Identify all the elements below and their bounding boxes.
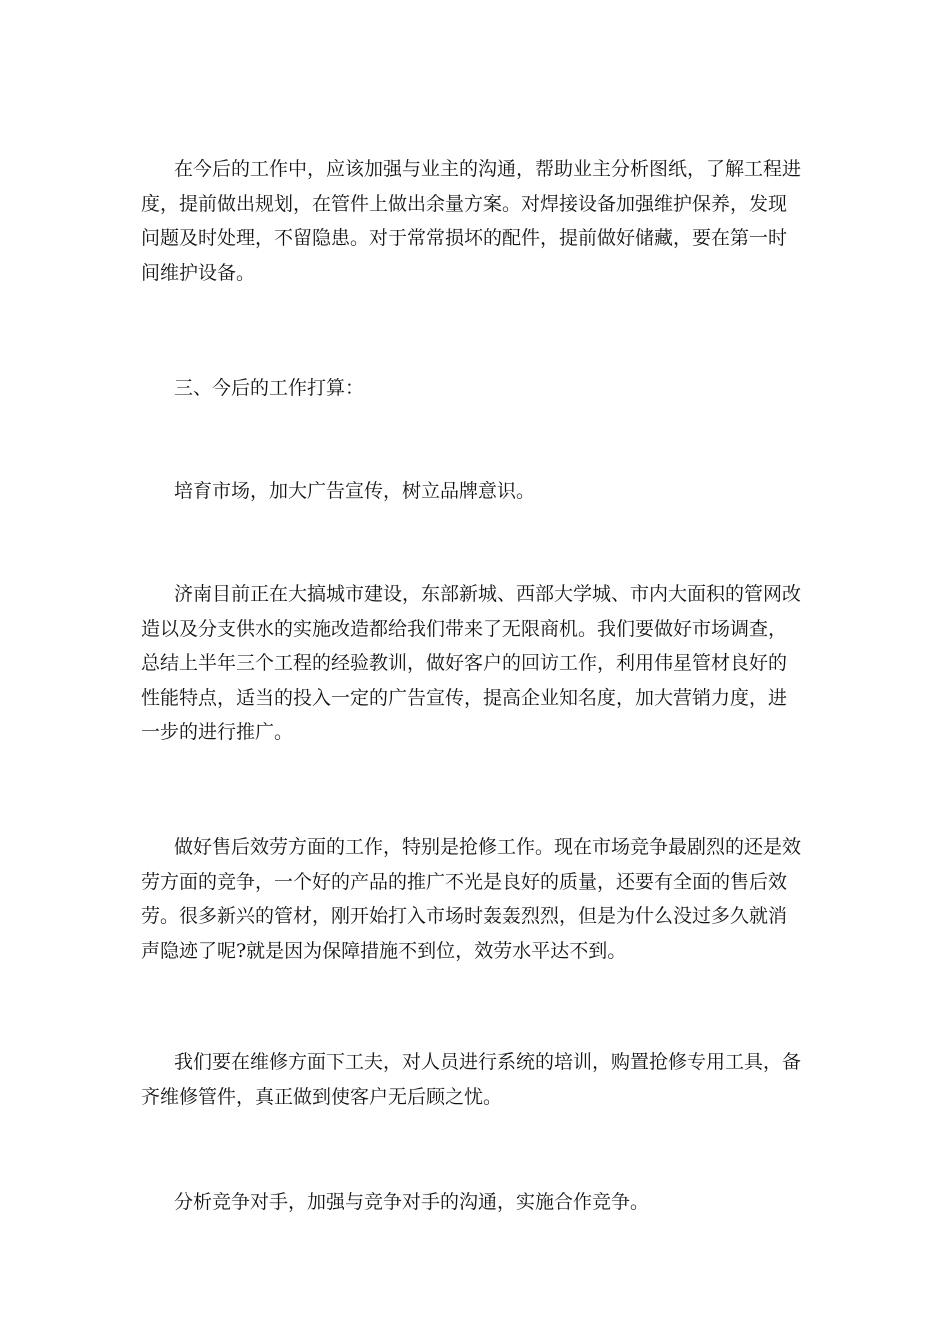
text-line: 齐维修管件，真正做到使客户无后顾之忧。 bbox=[141, 1085, 503, 1108]
paragraph-market bbox=[141, 474, 811, 509]
text-line: 造以及分支供水的实施改造都给我们带来了无限商机。我们要做好市场调查， bbox=[141, 617, 788, 640]
text-line: 间维护设备。 bbox=[141, 261, 256, 284]
text-line: 分析竞争对手，加强与竞争对手的沟通，实施合作竞争。 bbox=[174, 1191, 650, 1213]
paragraph-repair bbox=[141, 1045, 811, 1114]
text-line: 度，提前做出规划，在管件上做出余量方案。对焊接设备加强维护保养，发现 bbox=[141, 192, 788, 215]
text-line: 问题及时处理，不留隐患。对于常常损坏的配件，提前做好储藏，要在第一时 bbox=[141, 227, 788, 249]
text-line: 济南目前正在大搞城市建设，东部新城、西部大学城、市内大面积的管网改 bbox=[174, 583, 802, 605]
text-line: 声隐迹了呢?就是因为保障措施不到位，效劳水平达不到。 bbox=[141, 939, 627, 962]
text-line: 在今后的工作中，应该加强与业主的沟通，帮助业主分析图纸，了解工程进 bbox=[174, 158, 802, 180]
paragraph-competition bbox=[141, 1185, 811, 1220]
text-line: 一步的进行推广。 bbox=[141, 721, 294, 743]
section-heading bbox=[141, 371, 811, 406]
text-line: 劳方面的竞争，一个好的产品的推广不光是良好的质量，还要有全面的售后效 bbox=[141, 870, 788, 893]
paragraph-jinan bbox=[141, 577, 811, 750]
paragraph-after-sales bbox=[141, 830, 811, 968]
text-line: 我们要在维修方面下工夫，对人员进行系统的培训，购置抢修专用工具，备 bbox=[174, 1051, 802, 1073]
text-line: 总结上半年三个工程的经验教训，做好客户的回访工作，利用伟星管材良好的 bbox=[141, 652, 788, 674]
text-line: 做好售后效劳方面的工作，特别是抢修工作。现在市场竞争最剧烈的还是效 bbox=[174, 836, 802, 858]
heading-line: 三、今后的工作打算： bbox=[174, 377, 365, 399]
paragraph-maintenance bbox=[141, 152, 811, 290]
text-line: 培育市场，加大广告宣传，树立品牌意识。 bbox=[174, 480, 536, 502]
text-line: 性能特点，适当的投入一定的广告宣传，提高企业知名度，加大营销力度，进 bbox=[141, 686, 788, 709]
text-line: 劳。很多新兴的管材，刚开始打入市场时轰轰烈烈，但是为什么没过多久就消 bbox=[141, 905, 788, 927]
